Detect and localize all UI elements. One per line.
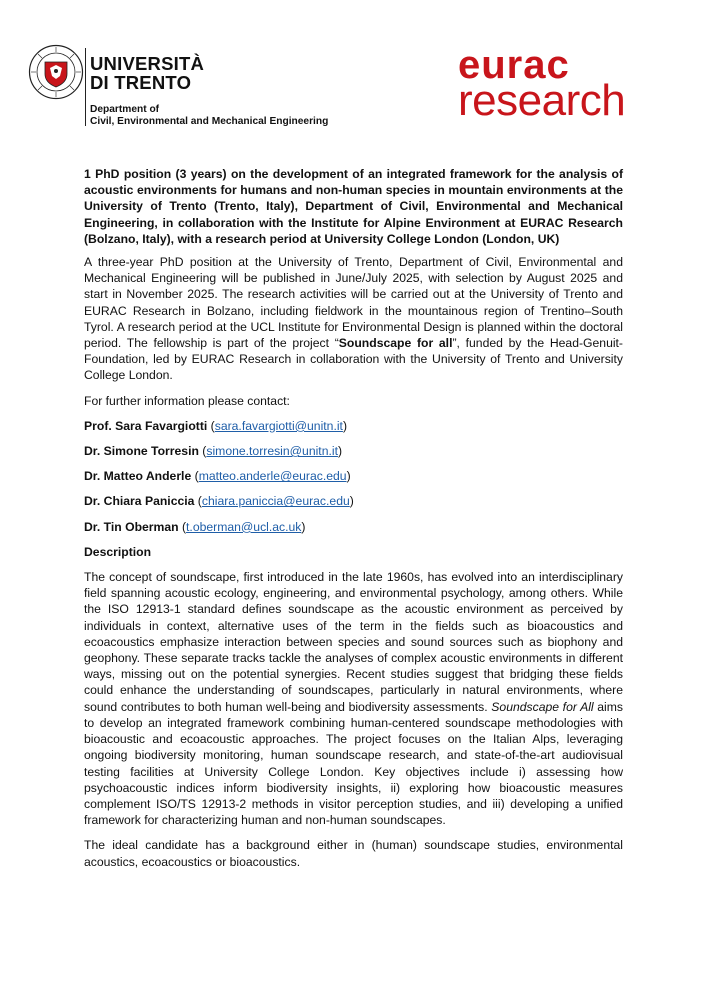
department-line2: Civil, Environmental and Mechanical Engineering [90,116,329,127]
intro-paragraph [84,254,623,384]
contact-name: Dr. Chiara Paniccia [84,494,195,509]
university-name-line1: UNIVERSITÀ [90,53,205,74]
intro-text-before: A three-year PhD position at the University of Trento, Department of Civil, Environmental and Mechanical Engineering will be published in June/July 2025, with selection by August 2025 and start in November 2025. The research activities will be carried out at the University of Trento and EURAC Research in Bolzano, including fieldwork in the mountainous region of Trentino–South Tyrol. A research period at the UCL Institute for Environmental Design is planned within the doctoral period. The fellowship is part of the project “ [84,255,623,351]
contact-name: Dr. Tin Oberman [84,519,179,534]
contact-item: Dr. Simone Torresin (simone.torresin@unitn.it) [84,444,343,459]
description-heading: Description [84,544,152,559]
candidate-paragraph: The ideal candidate has a background either in (human) soundscape studies, environmental acoustics, ecoacoustics or bioacoustics. [84,838,623,869]
contact-name: Dr. Simone Torresin [84,444,199,459]
contact-email-link[interactable]: t.oberman@ucl.ac.uk [186,519,302,534]
contact-name: Prof. Sara Favargiotti [84,418,208,433]
description-paragraph [84,569,623,828]
contact-item: Dr. Chiara Paniccia (chiara.paniccia@eurac.edu) [84,494,354,509]
eurac-logo-line1: eurac [458,43,570,87]
university-name [90,54,204,92]
contact-item: Dr. Matteo Anderle (matteo.anderle@eurac.edu) [84,469,351,484]
description-part2: aims to develop an integrated framework combining human-centered soundscape methodologies with bioacoustic and ecoacoustic approaches. The project focuses on the Italian Alps, leveraging ongoing biodiversity monitoring, human soundscape research, and state-of-the-art audiovisual testing facilities at University College London. Key objectives include i) assessing how psychoacoustic indices inform biodiversity insights, ii) exploring how bioacoustic measures complement ISO/TS 12913-2 methods in visitor perception studies, and iii) developing a unified framework for characterizing human and non-human soundscapes. [84,699,623,828]
department-name [90,104,328,128]
description-part1: The concept of soundscape, first introduced in the late 1960s, has evolved into an interdisciplinary field spanning acoustic ecology, engineering, and environmental psychology, among others. While the ISO 12913-1 standard defines soundscape as the acoustic environment as perceived by individuals in context, alternative uses of the term in the fields such as bioacoustics and ecoacoustics emphasize interaction between species and sound sources such as biophony and geophony. These separate tracks tackle the analyses of complex acoustic environments in different ways, missing out on the potential synergies. Recent studies suggest that bridging these fields could enhance the understanding of soundscapes, particularly in natural environments, where sound contributes to both human well-being and biodiversity assessments. [84,570,623,714]
contact-email-link[interactable]: chiara.paniccia@eurac.edu [201,494,350,509]
contact-name: Dr. Matteo Anderle [84,469,192,484]
letterhead [0,0,707,140]
department-line1: Department of [90,104,160,115]
intro-text-after: ”, funded by the Head-Genuit-Foundation, led by EURAC Research in collaboration with the University of Trento and University College London. [84,336,623,383]
eurac-logo [458,43,658,125]
contact-email-link[interactable]: simone.torresin@unitn.it [206,444,338,459]
contact-intro: For further information please contact: [84,393,290,408]
document-title: 1 PhD position (3 years) on the development of an integrated framework for the analysis of acoustic environments for humans and non-human species in mountain environments at the University of Trento (Trento, Italy), Department of Civil, Environmental and Mechanical Engineering, in collaboration with the Institute for Alpine Environment at EURAC Research (Bolzano, Italy), with a research period at University College London (London, UK) [84,167,623,246]
document-body [84,166,623,879]
project-name-italic: Soundscape for All [491,699,594,714]
university-name-line2: DI TRENTO [90,72,192,93]
logo-divider [85,48,86,126]
eurac-logo-line2: research [458,76,626,125]
contact-item: Dr. Tin Oberman (t.oberman@ucl.ac.uk) [84,519,306,534]
project-name: Soundscape for all [338,336,453,351]
university-logo [28,44,328,134]
university-seal-icon [28,44,84,100]
contact-email-link[interactable]: matteo.anderle@eurac.edu [198,469,347,484]
contact-item: Prof. Sara Favargiotti (sara.favargiotti@unitn.it) [84,418,347,433]
contact-email-link[interactable]: sara.favargiotti@unitn.it [214,418,343,433]
